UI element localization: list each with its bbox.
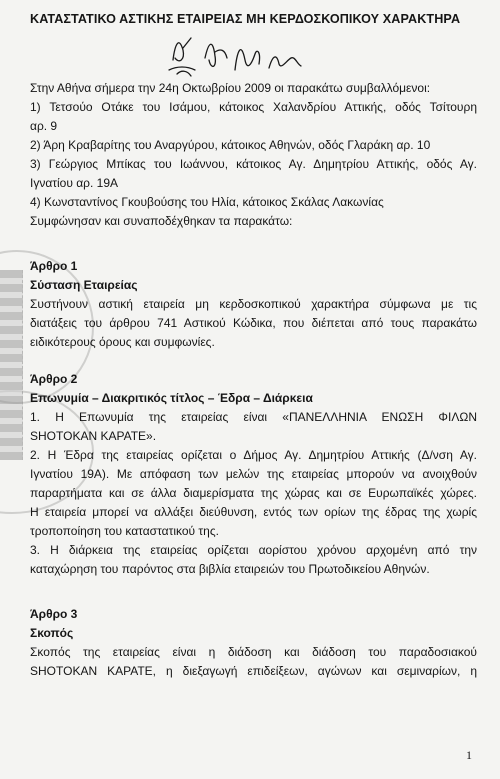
article-2-text: 2. Η Έδρα της εταιρείας ορίζεται ο Δήμος Αγ. Δημητρίου Αττικής (Δ/νση Αγ. <box>30 448 477 462</box>
article-2-text: 1. Η Επωνυμία της εταιρείας είναι «ΠΑΝΕΛΛΗΝΙΑ ΕΝΩΣΗ ΦΙΛΩΝ <box>30 410 477 424</box>
document-body <box>30 79 477 681</box>
article-2-text: παραρτήματα και σε άλλα διαμερίσματα της χώρας και σε Ευρωπαϊκές χώρες. <box>30 486 477 500</box>
revenue-stamps <box>0 270 23 460</box>
party-line: αρ. 9 <box>30 119 58 133</box>
handwritten-signatures <box>165 30 325 85</box>
article-1-text: Συστήνουν αστική εταιρεία μη κερδοσκοπικού χαρακτήρα σύμφωνα με τις <box>30 297 477 311</box>
party-line: 3) Γεώργιος Μπίκας του Ιωάννου, κάτοικος Αγ. Δημητρίου Αττικής, οδός Αγ. <box>30 157 477 171</box>
intro-line: Στην Αθήνα σήμερα την 24η Οκτωβρίου 2009 οι παρακάτω συμβαλλόμενοι: <box>30 81 431 95</box>
article-1-text: διατάξεις του άρθρου 741 Αστικού Κώδικα, που διέπεται από τους παρακάτω <box>30 316 477 330</box>
article-3-text: SHOTOKAN ΚΑΡΑΤΕ, η διεξαγωγή επιδείξεων, αγώνων και σεμιναρίων, η <box>30 664 477 678</box>
article-2-heading: Άρθρο 2 <box>30 372 78 386</box>
article-1-heading: Άρθρο 1 <box>30 259 78 273</box>
article-3-text: Σκοπός της εταιρείας είναι η διάδοση και διάδοση του παραδοσιακού <box>30 645 477 659</box>
article-2-text: τροποποίηση του καταστατικού της. <box>30 524 219 538</box>
article-2-text: SHOTOKAN ΚΑΡΑΤΕ». <box>30 429 157 443</box>
page-number: 1 <box>466 748 472 762</box>
party-line: 2) Άρη Κραβαρίτης του Αναργύρου, κάτοικος Αθηνών, οδός Γλαράκη αρ. 10 <box>30 138 431 152</box>
article-2-text: Ιγνατίου 19Α). Με απόφαση των μελών της εταιρείας μπορούν να ανοιχθούν <box>30 467 477 481</box>
article-3-heading: Άρθρο 3 <box>30 607 78 621</box>
party-line: 1) Τετσούο Οτάκε του Ισάμου, κάτοικος Χαλανδρίου Αττικής, οδός Τσίτουρη <box>30 100 477 114</box>
article-2-title: Επωνυμία – Διακριτικός τίτλος – Έδρα – Διάρκεια <box>30 391 313 405</box>
article-2-text: 3. Η διάρκεια της εταιρείας ορίζεται αορίστου χρόνου αρχομένη από την <box>30 543 477 557</box>
article-1-title: Σύσταση Εταιρείας <box>30 278 138 292</box>
agreement-line: Συμφώνησαν και συναποδέχθηκαν τα παρακάτω: <box>30 214 293 228</box>
party-line: Ιγνατίου αρ. 19Α <box>30 176 119 190</box>
article-3-title: Σκοπός <box>30 626 74 640</box>
party-line: 4) Κωνσταντίνος Γκουβούσης του Ηλία, κάτοικος Σκάλας Λακωνίας <box>30 195 384 209</box>
article-2-text: Η εταιρεία μπορεί να αλλάξει διεύθυνση, εντός των ορίων της έδρας της χωρίς <box>30 505 477 519</box>
article-2-text: καταχώρηση του παρόντος στα βιβλία εταιρειών του Πρωτοδικείου Αθηνών. <box>30 562 430 576</box>
article-1-text: ειδικότερους όρους και συμφωνίες. <box>30 335 215 349</box>
document-title: ΚΑΤΑΣΤΑΤΙΚΟ ΑΣΤΙΚΗΣ ΕΤΑΙΡΕΙΑΣ ΜΗ ΚΕΡΔΟΣΚΟΠΙΚΟΥ ΧΑΡΑΚΤΗΡΑ <box>30 12 461 26</box>
